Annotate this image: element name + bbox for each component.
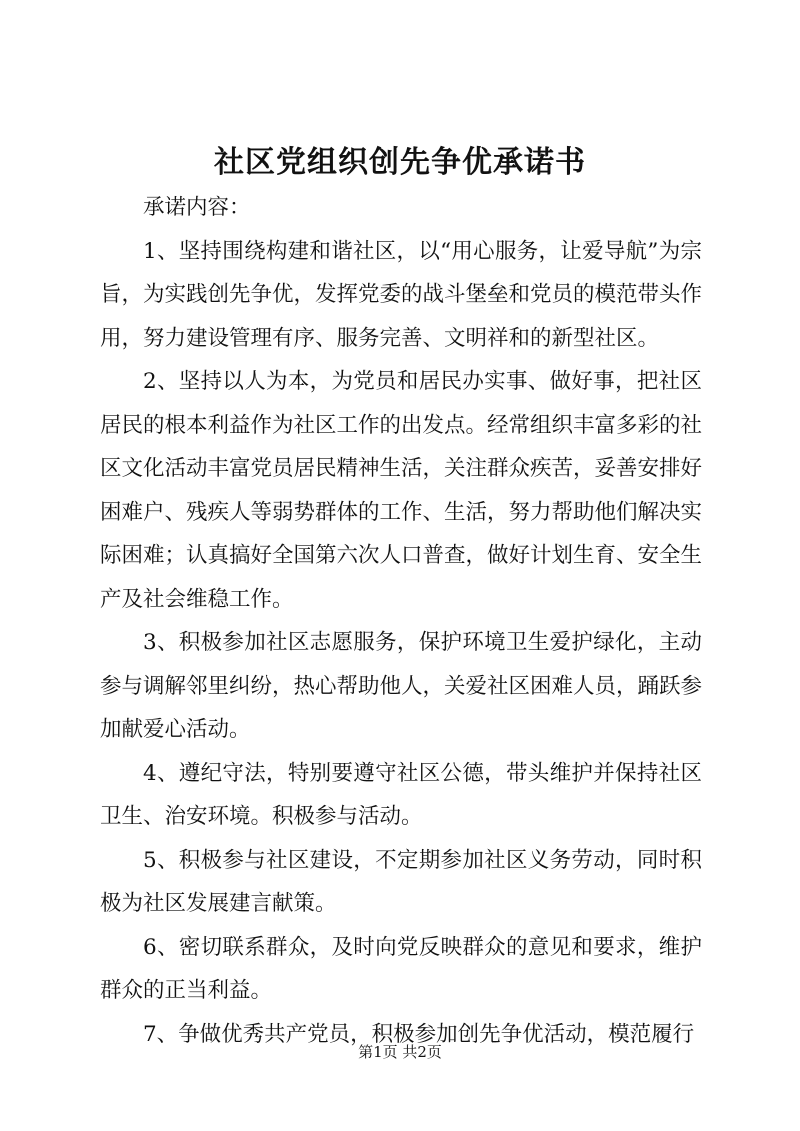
paragraph-6: 6、密切联系群众，及时向党反映群众的意见和要求，维护群众的正当利益。: [100, 934, 702, 1003]
paragraph-7: 7、争做优秀共产党员，积极参加创先争优活动，模范履行: [143, 1021, 695, 1047]
document-title: 社区党组织创先争优承诺书: [214, 145, 586, 180]
paragraph-4: 4、遵纪守法，特别要遵守社区公德，带头维护并保持社区卫生、治安环境。积极参与活动。: [100, 760, 702, 829]
document-body: [100, 186, 702, 1056]
intro-line: 承诺内容：: [143, 195, 251, 220]
paragraph-5: 5、积极参与社区建设，不定期参加社区义务劳动，同时积极为社区发展建言献策。: [100, 847, 702, 916]
paragraph-3: 3、积极参加社区志愿服务，保护环境卫生爱护绿化，主动参与调解邻里纠纷，热心帮助他人，关爱社区困难人员，踊跃参加献爱心活动。: [100, 630, 703, 742]
paragraph-2: 2、坚持以人为本，为党员和居民办实事、做好事，把社区居民的根本利益作为社区工作的出发点。经常组织丰富多彩的社区文化活动丰富党员居民精神生活，关注群众疾苦，妥善安排好困难户、残疾人等弱势群体的工作、生活，努力帮助他们解决实际困难；认真搞好全国第六次人口普查，做好计划生育、安全生产及社会维稳工作。: [100, 369, 703, 612]
page-footer: 第1页 共2页: [358, 1043, 442, 1061]
paragraph-1: 1、坚持围绕构建和谐社区，以“用心服务，让爱导航”为宗旨，为实践创先争优，发挥党委的战斗堡垒和党员的模范带头作用，努力建设管理有序、服务完善、文明祥和的新型社区。: [100, 238, 703, 351]
